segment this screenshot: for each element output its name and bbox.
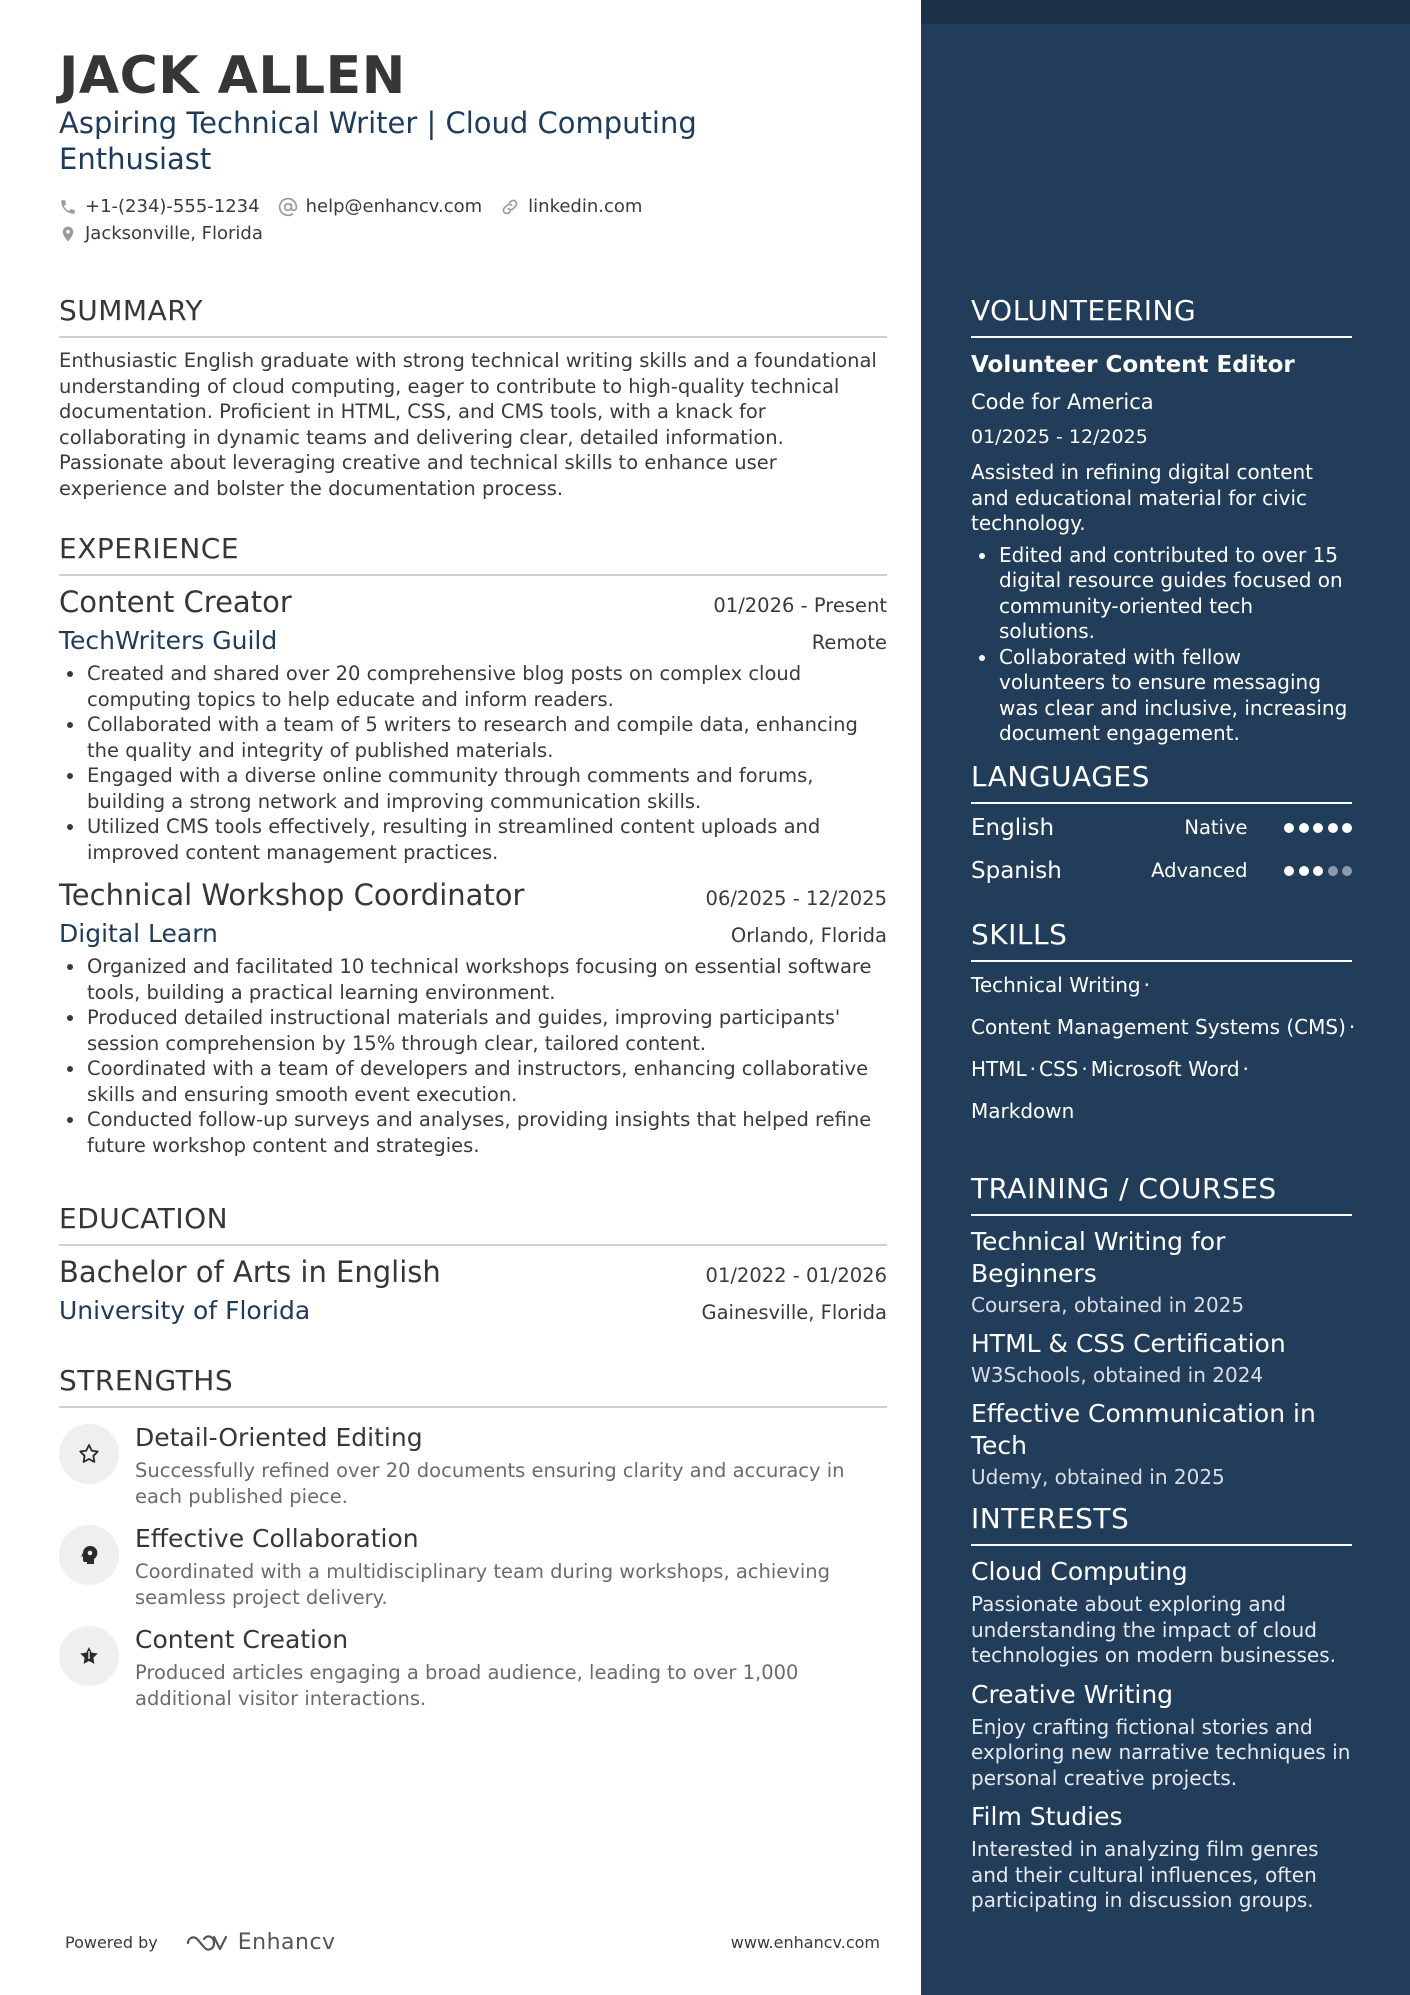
strengths-section — [59, 1364, 887, 1711]
experience-entry — [59, 584, 887, 865]
course-title: HTML & CSS Certification — [971, 1329, 1286, 1358]
bullet-item: Collaborated with fellow volunteers to ensure messaging was clear and inclusive, increasing document engagement. — [971, 645, 1352, 747]
strength-description: Coordinated with a multidisciplinary team during workshops, achieving seamless project delivery. — [135, 1560, 831, 1609]
footer-branding — [65, 1930, 336, 1955]
interest-item — [971, 1801, 1352, 1914]
star-filled-icon — [59, 1626, 119, 1686]
skills-title: SKILLS — [971, 918, 1352, 962]
company-name: Digital Learn — [59, 919, 218, 948]
interests-section — [971, 1502, 1352, 1914]
headline-line-2: Enthusiast — [59, 142, 212, 176]
rating-dot — [1313, 823, 1323, 833]
bullet-item: Created and shared over 20 comprehensive blog posts on complex cloud computing topics to help educate and inform readers. — [59, 661, 887, 712]
email-address: help@enhancv.com — [305, 196, 483, 217]
languages-section — [971, 760, 1352, 892]
education-title: EDUCATION — [59, 1202, 887, 1246]
education-section — [59, 1202, 887, 1327]
interest-item — [971, 1679, 1352, 1792]
summary-section — [59, 294, 887, 501]
skills-list: Technical Writing · Content Management Systems (CMS) · HTML · CSS · Microsoft Word · Markdown — [971, 973, 1356, 1123]
interest-title: Film Studies — [971, 1802, 1123, 1831]
rating-dot — [1328, 823, 1338, 833]
interest-item — [971, 1556, 1352, 1669]
bullet-item: Conducted follow-up surveys and analyses, providing insights that helped refine future workshop content and strategies. — [59, 1107, 887, 1158]
interest-title: Creative Writing — [971, 1679, 1174, 1709]
rating-dot — [1299, 866, 1309, 876]
phone-contact[interactable] — [59, 196, 260, 217]
enhancv-logo-icon — [184, 1931, 230, 1955]
strength-title: Content Creation — [135, 1625, 349, 1654]
interests-title: INTERESTS — [971, 1502, 1352, 1546]
bullet-item: Collaborated with a team of 5 writers to research and compile data, enhancing the quality and integrity of published materials. — [59, 712, 887, 763]
training-title: TRAINING / COURSES — [971, 1172, 1352, 1216]
location-contact — [59, 223, 263, 244]
strengths-title: STRENGTHS — [59, 1364, 887, 1408]
course-item — [971, 1398, 1352, 1490]
head-icon — [59, 1525, 119, 1585]
interest-description: Interested in analyzing film genres and their cultural influences, often participating in discussion groups. — [971, 1837, 1319, 1912]
skill-tag: Technical Writing — [971, 973, 1141, 997]
sidebar — [921, 0, 1410, 1995]
volunteer-bullets — [971, 543, 1352, 747]
skill-tag: Content Management Systems (CMS) — [971, 1015, 1346, 1039]
company-name: TechWriters Guild — [59, 626, 278, 655]
rating-dot — [1342, 866, 1352, 876]
interest-description: Enjoy crafting fictional stories and exploring new narrative techniques in personal creative projects. — [971, 1714, 1351, 1790]
course-item — [971, 1328, 1352, 1388]
skills-section — [971, 918, 1356, 1132]
bullet-item: Coordinated with a team of developers and instructors, enhancing collaborative skills and ensuring smooth event execution. — [59, 1056, 887, 1107]
headline-line-1: Aspiring Technical Writer | Cloud Computing — [59, 106, 697, 140]
strength-description: Successfully refined over 20 documents ensuring clarity and accuracy in each published piece. — [135, 1459, 845, 1508]
language-row — [971, 806, 1352, 849]
at-icon — [278, 197, 298, 217]
interest-description: Passionate about exploring and understanding the impact of cloud technologies on modern businesses. — [971, 1592, 1336, 1667]
school-name: University of Florida — [59, 1296, 311, 1325]
languages-title: LANGUAGES — [971, 760, 1352, 804]
strength-description: Produced articles engaging a broad audience, leading to over 1,000 additional visitor interactions. — [135, 1661, 799, 1710]
bullet-item: Edited and contributed to over 15 digital resource guides focused on community-oriented tech solutions. — [971, 543, 1352, 645]
job-dates: 01/2026 - Present — [713, 594, 887, 617]
footer-url[interactable]: www.enhancv.com — [730, 1933, 880, 1952]
language-name: Spanish — [971, 857, 1062, 884]
strength-title: Detail-Oriented Editing — [135, 1423, 423, 1452]
degree-title: Bachelor of Arts in English — [59, 1255, 441, 1289]
location-text: Jacksonville, Florida — [85, 223, 263, 244]
strength-item — [59, 1624, 887, 1711]
phone-icon — [59, 198, 77, 216]
linkedin-contact[interactable] — [500, 196, 642, 217]
volunteering-section — [971, 294, 1352, 747]
star-outline-icon — [59, 1424, 119, 1484]
training-section — [971, 1172, 1352, 1490]
bullet-item: Engaged with a diverse online community through comments and forums, building a strong network and improving communication skills. — [59, 763, 887, 814]
phone-number: +1-(234)-555-1234 — [85, 196, 260, 217]
education-entry — [59, 1254, 887, 1327]
job-dates: 06/2025 - 12/2025 — [705, 887, 887, 910]
rating-dot — [1284, 866, 1294, 876]
skill-tag: CSS — [1039, 1057, 1079, 1081]
language-level: Native — [1184, 816, 1248, 839]
language-level: Advanced — [1151, 859, 1248, 882]
powered-by-label: Powered by — [65, 1933, 158, 1952]
candidate-name: JACK ALLEN — [59, 46, 406, 106]
brand-name: Enhancv — [237, 1930, 336, 1955]
email-contact[interactable] — [278, 196, 483, 217]
course-provider: W3Schools, obtained in 2024 — [971, 1363, 1264, 1387]
language-row — [971, 849, 1352, 892]
sidebar-top-bar — [921, 0, 1410, 24]
rating-dot — [1284, 823, 1294, 833]
job-location: Remote — [811, 631, 887, 654]
job-location: Orlando, Florida — [730, 924, 887, 947]
volunteer-role: Volunteer Content Editor — [971, 352, 1295, 378]
language-name: English — [971, 814, 1055, 841]
bullet-item: Produced detailed instructional materials and guides, improving participants' session comprehension by 15% through clear, tailored content. — [59, 1005, 887, 1056]
link-icon — [500, 197, 520, 217]
language-rating — [1280, 823, 1353, 833]
course-provider: Coursera, obtained in 2025 — [971, 1293, 1245, 1317]
strength-item — [59, 1422, 887, 1509]
footer — [65, 1930, 880, 1955]
headline — [59, 105, 759, 177]
linkedin-url: linkedin.com — [528, 196, 643, 217]
summary-text: Enthusiastic English graduate with strong technical writing skills and a foundational understanding of cloud computing, eager to contribute to high-quality technical documentation. Proficient in HTML, CSS, and CMS tools, with a knack for collaborating in dynamic teams and delivering clear, detailed information. Passionate about leveraging creative and technical skills to enhance user experience and bolster the documentation process. — [59, 349, 877, 500]
summary-title: SUMMARY — [59, 294, 887, 338]
rating-dot — [1313, 866, 1323, 876]
rating-dot — [1342, 823, 1352, 833]
bullet-item: Organized and facilitated 10 technical workshops focusing on essential software tools, building a practical learning environment. — [59, 954, 887, 1005]
skill-tag: Markdown — [971, 1099, 1075, 1123]
experience-section — [59, 532, 887, 1158]
course-provider: Udemy, obtained in 2025 — [971, 1465, 1225, 1489]
job-title: Technical Workshop Coordinator — [59, 878, 525, 912]
language-rating — [1280, 866, 1353, 876]
rating-dot — [1328, 866, 1338, 876]
job-bullets — [59, 954, 887, 1158]
school-location: Gainesville, Florida — [701, 1301, 887, 1324]
volunteering-title: VOLUNTEERING — [971, 294, 1352, 338]
course-item — [971, 1226, 1352, 1318]
education-dates: 01/2022 - 01/2026 — [705, 1264, 887, 1287]
experience-entry — [59, 877, 887, 1158]
volunteer-description: Assisted in refining digital content and educational material for civic technology. — [971, 460, 1314, 535]
experience-title: EXPERIENCE — [59, 532, 887, 576]
course-title: Technical Writing for Beginners — [971, 1227, 1226, 1288]
job-bullets — [59, 661, 887, 865]
skill-tag: Microsoft Word — [1090, 1057, 1240, 1081]
rating-dot — [1299, 823, 1309, 833]
location-pin-icon — [59, 224, 77, 244]
skill-tag: HTML — [971, 1057, 1027, 1081]
bullet-item: Utilized CMS tools effectively, resulting in streamlined content uploads and improved content management practices. — [59, 814, 887, 865]
job-title: Content Creator — [59, 585, 292, 619]
strength-title: Effective Collaboration — [135, 1524, 419, 1553]
course-title: Effective Communication in Tech — [971, 1399, 1316, 1460]
interest-title: Cloud Computing — [971, 1557, 1188, 1586]
volunteer-org: Code for America — [971, 390, 1154, 414]
strength-item — [59, 1523, 887, 1610]
contact-info — [59, 193, 879, 247]
volunteer-dates: 01/2025 - 12/2025 — [971, 426, 1148, 448]
